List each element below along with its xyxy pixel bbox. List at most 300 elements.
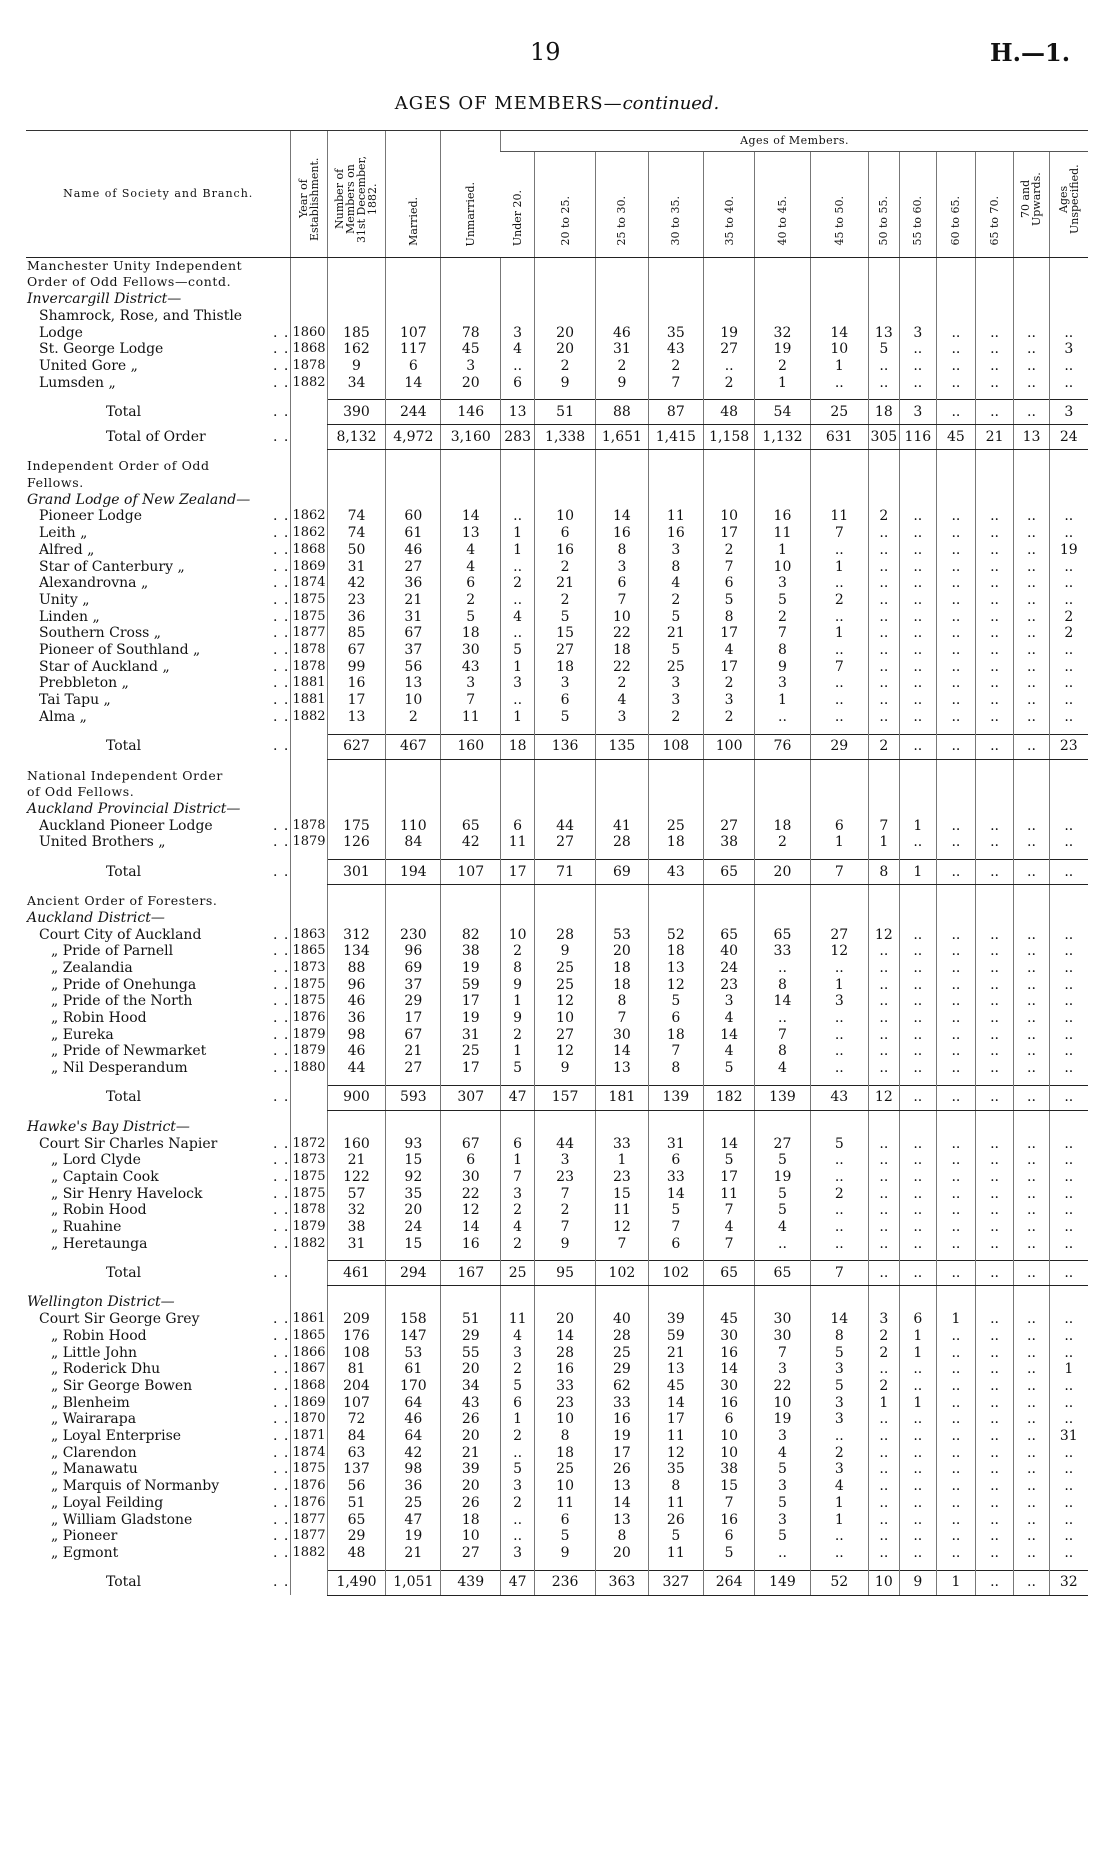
value-cell: .. <box>975 818 1014 835</box>
year-cell: 1880 <box>292 1060 326 1076</box>
society-heading <box>26 257 1088 274</box>
heading-label: Invercargill District— <box>27 291 182 308</box>
value-cell: 6 <box>535 692 596 709</box>
value-cell: .. <box>501 625 535 642</box>
value-cell: 14 <box>755 993 810 1010</box>
leader-dots: . . <box>273 926 290 943</box>
empty-cell <box>975 768 1014 785</box>
society-heading <box>26 784 1088 801</box>
value-cell: 7 <box>648 1219 703 1236</box>
empty-cell <box>703 458 755 475</box>
spacer-cell <box>501 1286 535 1295</box>
value-cell: 64 <box>386 1395 441 1412</box>
value-cell: 67 <box>441 1136 501 1153</box>
value-cell: .. <box>1014 734 1049 759</box>
value-cell: 5 <box>535 709 596 726</box>
empty-cell <box>810 801 869 818</box>
spacer-cell <box>441 391 501 400</box>
empty-cell <box>1049 257 1088 274</box>
value-cell: 1,651 <box>596 425 649 450</box>
empty-cell <box>937 1119 976 1136</box>
value-cell: 20 <box>441 375 501 392</box>
empty-cell <box>291 784 327 801</box>
value-cell: 19 <box>703 325 755 342</box>
value-cell: 48 <box>327 1545 386 1562</box>
value-cell: 1 <box>810 1512 869 1529</box>
spacer-cell <box>501 1562 535 1571</box>
society-heading <box>26 893 1088 910</box>
spacer-cell <box>386 1562 441 1571</box>
value-cell: .. <box>975 1060 1014 1077</box>
value-cell: 6 <box>703 1411 755 1428</box>
empty-cell <box>648 274 703 291</box>
value-cell: 5 <box>648 1202 703 1219</box>
spacer-cell <box>327 1562 386 1571</box>
value-cell: 20 <box>535 341 596 358</box>
value-cell: 1,051 <box>386 1570 441 1595</box>
value-cell: .. <box>975 1328 1014 1345</box>
value-cell: 93 <box>386 1136 441 1153</box>
empty-cell <box>501 274 535 291</box>
spacer-cell <box>869 1286 899 1295</box>
value-cell: 57 <box>327 1186 386 1203</box>
value-cell: 63 <box>327 1445 386 1462</box>
value-cell: .. <box>869 993 899 1010</box>
value-cell: 17 <box>596 1445 649 1462</box>
value-cell: 23 <box>1049 734 1088 759</box>
empty-cell <box>899 910 937 927</box>
value-cell: 19 <box>596 1428 649 1445</box>
ages-table <box>26 130 1088 1596</box>
value-cell: 2 <box>869 1378 899 1395</box>
year-cell: 1876 <box>292 1478 326 1494</box>
branch-name <box>26 1528 291 1545</box>
value-cell: 23 <box>327 592 386 609</box>
value-cell: 9 <box>535 943 596 960</box>
value-cell: 21 <box>386 1545 441 1562</box>
year-cell: 1881 <box>292 692 326 708</box>
empty-cell <box>975 910 1014 927</box>
value-cell: 6 <box>596 575 649 592</box>
empty-cell <box>291 910 327 927</box>
spacer-cell <box>937 1252 976 1261</box>
value-cell: 107 <box>327 1395 386 1412</box>
empty-cell <box>937 910 976 927</box>
spacer-cell <box>810 391 869 400</box>
empty-cell <box>975 801 1014 818</box>
total-label <box>26 425 291 450</box>
value-cell: 301 <box>327 860 386 885</box>
spacer-cell <box>810 1252 869 1261</box>
value-cell: 23 <box>535 1395 596 1412</box>
leader-dots: . . <box>273 675 290 692</box>
empty-cell <box>501 492 535 509</box>
empty-cell <box>501 784 535 801</box>
row-label: „ Sir George Bowen <box>51 1377 193 1394</box>
value-cell: 2 <box>755 834 810 851</box>
value-cell: 146 <box>441 400 501 425</box>
heading-text <box>26 801 291 818</box>
value-cell: .. <box>1014 1202 1049 1219</box>
value-cell: 32 <box>755 325 810 342</box>
value-cell: .. <box>937 1478 976 1495</box>
empty-cell <box>535 291 596 308</box>
value-cell: .. <box>899 575 937 592</box>
year-cell <box>291 860 327 885</box>
value-cell: 13 <box>648 960 703 977</box>
empty-cell <box>648 492 703 509</box>
empty-cell <box>327 801 386 818</box>
leader-dots: . . <box>273 959 290 976</box>
value-cell: 2 <box>1049 625 1088 642</box>
value-cell: 10 <box>501 927 535 944</box>
empty-cell <box>869 274 899 291</box>
value-cell: 21 <box>535 575 596 592</box>
empty-cell <box>291 291 327 308</box>
value-cell: 25 <box>535 960 596 977</box>
empty-cell <box>755 475 810 492</box>
value-cell: .. <box>975 542 1014 559</box>
branch-name <box>26 659 291 676</box>
value-cell: .. <box>810 1219 869 1236</box>
value-cell: 59 <box>441 977 501 994</box>
leader-dots: . . <box>273 1444 290 1461</box>
value-cell: .. <box>810 609 869 626</box>
value-cell: .. <box>975 341 1014 358</box>
empty-cell <box>327 1119 386 1136</box>
value-cell: 41 <box>596 818 649 835</box>
empty-cell <box>535 257 596 274</box>
spacer-cell <box>1014 759 1049 768</box>
value-cell: 76 <box>755 734 810 759</box>
value-cell: .. <box>810 692 869 709</box>
value-cell: 20 <box>535 325 596 342</box>
empty-cell <box>596 784 649 801</box>
spacer-cell <box>869 759 899 768</box>
value-cell: .. <box>1014 1495 1049 1512</box>
value-cell: 23 <box>535 1169 596 1186</box>
value-cell: 15 <box>386 1236 441 1253</box>
value-cell: 12 <box>810 943 869 960</box>
row-label: „ Nil Desperandum <box>51 1060 188 1077</box>
value-cell: 5 <box>755 1528 810 1545</box>
empty-cell <box>755 893 810 910</box>
value-cell: 37 <box>386 977 441 994</box>
empty-cell <box>648 801 703 818</box>
value-cell: 27 <box>386 559 441 576</box>
value-cell: 15 <box>535 625 596 642</box>
value-cell: 44 <box>535 1136 596 1153</box>
spacer-cell <box>648 851 703 860</box>
empty-cell <box>975 257 1014 274</box>
branch-row <box>26 575 1088 592</box>
value-cell: .. <box>1014 1411 1049 1428</box>
value-cell: 4 <box>703 1010 755 1027</box>
value-cell: .. <box>1014 927 1049 944</box>
empty-cell <box>327 257 386 274</box>
spacer-cell <box>1014 1252 1049 1261</box>
value-cell: 45 <box>937 425 976 450</box>
row-label: „ Pride of the North <box>51 993 193 1010</box>
empty-cell <box>1014 458 1049 475</box>
leader-dots: . . <box>273 1135 290 1152</box>
value-cell: 17 <box>703 525 755 542</box>
value-cell: .. <box>1049 977 1088 994</box>
value-cell: .. <box>975 1445 1014 1462</box>
spacer-cell <box>1049 391 1088 400</box>
value-cell: 27 <box>703 341 755 358</box>
year-cell: 1869 <box>292 1394 326 1410</box>
leader-dots: . . <box>273 642 290 659</box>
value-cell: 2 <box>501 1361 535 1378</box>
empty-cell <box>535 458 596 475</box>
spacer-cell <box>535 1562 596 1571</box>
branch-row <box>26 692 1088 709</box>
value-cell: 25 <box>386 1495 441 1512</box>
spacer-cell <box>703 885 755 894</box>
value-cell: 16 <box>327 675 386 692</box>
value-cell: 34 <box>327 375 386 392</box>
branch-name <box>26 341 291 358</box>
value-cell: .. <box>937 1345 976 1362</box>
header-age-col: 65 to 70. <box>975 152 1014 258</box>
spacer-cell <box>869 1252 899 1261</box>
branch-row <box>26 1545 1088 1562</box>
value-cell: 3 <box>703 993 755 1010</box>
value-cell: 3 <box>703 692 755 709</box>
empty-cell <box>755 291 810 308</box>
value-cell: .. <box>1049 1311 1088 1328</box>
empty-cell <box>975 475 1014 492</box>
leader-dots: . . <box>273 608 290 625</box>
value-cell: 8 <box>648 559 703 576</box>
value-cell: 230 <box>386 927 441 944</box>
empty-cell <box>1049 1119 1088 1136</box>
value-cell: .. <box>1014 1186 1049 1203</box>
value-cell: 67 <box>386 1027 441 1044</box>
value-cell: .. <box>937 927 976 944</box>
empty-cell <box>810 1294 869 1311</box>
value-cell: .. <box>975 1010 1014 1027</box>
value-cell: 46 <box>327 1043 386 1060</box>
year-cell: 1868 <box>292 1377 326 1393</box>
value-cell: .. <box>501 1528 535 1545</box>
value-cell: 467 <box>386 734 441 759</box>
spacer-cell <box>1049 1562 1088 1571</box>
year-cell: 1875 <box>292 993 326 1009</box>
spacer-cell <box>1049 726 1088 735</box>
value-cell: .. <box>975 1428 1014 1445</box>
value-cell: 30 <box>441 642 501 659</box>
empty-cell <box>1014 492 1049 509</box>
header-age-col: 50 to 55. <box>869 152 899 258</box>
row-label: Lumsden „ <box>39 374 116 391</box>
value-cell: 18 <box>596 977 649 994</box>
spacer-row <box>26 1562 1088 1571</box>
row-label: Unity „ <box>39 591 90 608</box>
value-cell: .. <box>869 709 899 726</box>
empty-cell <box>1014 475 1049 492</box>
value-cell: 185 <box>327 325 386 342</box>
value-cell: .. <box>899 1512 937 1529</box>
value-cell: .. <box>1014 1236 1049 1253</box>
value-cell: 20 <box>441 1478 501 1495</box>
empty-cell <box>975 291 1014 308</box>
branch-name <box>26 358 291 375</box>
value-cell: 294 <box>386 1261 441 1286</box>
value-cell: .. <box>899 1027 937 1044</box>
spacer-cell <box>26 1286 291 1295</box>
spacer-cell <box>535 1110 596 1119</box>
empty-cell <box>386 308 441 325</box>
empty-cell <box>327 492 386 509</box>
total-label <box>26 1261 291 1286</box>
empty-cell <box>899 274 937 291</box>
spacer-cell <box>596 1562 649 1571</box>
value-cell: 31 <box>441 1027 501 1044</box>
value-cell: .. <box>869 1261 899 1286</box>
value-cell: 7 <box>703 1236 755 1253</box>
leader-dots: . . <box>273 1574 290 1591</box>
value-cell: 23 <box>703 977 755 994</box>
leader-dots: . . <box>273 1511 290 1528</box>
leader-dots: . . <box>273 1026 290 1043</box>
value-cell: .. <box>810 642 869 659</box>
value-cell: 3 <box>596 709 649 726</box>
value-cell: .. <box>975 1378 1014 1395</box>
empty-cell <box>937 801 976 818</box>
value-cell: 7 <box>596 592 649 609</box>
spacer-row <box>26 450 1088 459</box>
value-cell: .. <box>869 375 899 392</box>
spacer-cell <box>327 1286 386 1295</box>
branch-row <box>26 1136 1088 1153</box>
value-cell: .. <box>810 1152 869 1169</box>
spacer-cell <box>441 1562 501 1571</box>
value-cell: .. <box>1014 508 1049 525</box>
value-cell: 2 <box>648 592 703 609</box>
year-cell: 1875 <box>292 1461 326 1477</box>
row-label: „ Loyal Feilding <box>51 1494 164 1511</box>
row-label: Alexandrovna „ <box>39 575 149 592</box>
value-cell: 44 <box>535 818 596 835</box>
value-cell: 2 <box>596 675 649 692</box>
empty-cell <box>291 308 327 325</box>
value-cell: 14 <box>535 1328 596 1345</box>
spacer-cell <box>291 885 327 894</box>
value-cell: .. <box>810 1010 869 1027</box>
value-cell: 5 <box>755 592 810 609</box>
leader-dots: . . <box>273 943 290 960</box>
value-cell: .. <box>899 993 937 1010</box>
branch-name <box>26 325 291 342</box>
value-cell: 122 <box>327 1169 386 1186</box>
spacer-cell <box>810 851 869 860</box>
year-cell: 1878 <box>292 658 326 674</box>
branch-row <box>26 1445 1088 1462</box>
heading-text <box>26 910 291 927</box>
value-cell: 2 <box>501 1202 535 1219</box>
value-cell: 5 <box>810 1136 869 1153</box>
heading-label: Grand Lodge of New Zealand— <box>27 491 251 508</box>
value-cell: .. <box>869 1219 899 1236</box>
spacer-cell <box>869 726 899 735</box>
value-cell: 81 <box>327 1361 386 1378</box>
total-row <box>26 425 1088 450</box>
spacer-cell <box>648 391 703 400</box>
value-cell: .. <box>810 1545 869 1562</box>
year-cell: 1862 <box>292 508 326 524</box>
empty-cell <box>327 291 386 308</box>
value-cell: .. <box>937 1219 976 1236</box>
spacer-cell <box>703 1562 755 1571</box>
year-cell: 1879 <box>292 834 326 850</box>
value-cell: 5 <box>755 1186 810 1203</box>
branch-name <box>26 1478 291 1495</box>
value-cell: 53 <box>596 927 649 944</box>
value-cell: 2 <box>501 943 535 960</box>
value-cell: 11 <box>648 508 703 525</box>
spacer-cell <box>937 1077 976 1086</box>
value-cell: 1 <box>869 1395 899 1412</box>
total-row <box>26 400 1088 425</box>
row-label: „ Sir Henry Havelock <box>51 1185 203 1202</box>
header-age-col: Under 20. <box>501 152 535 258</box>
value-cell: .. <box>810 542 869 559</box>
spacer-cell <box>899 450 937 459</box>
spacer-cell <box>703 1110 755 1119</box>
value-cell: 16 <box>755 508 810 525</box>
value-cell: 6 <box>703 1528 755 1545</box>
leader-dots: . . <box>273 625 290 642</box>
row-label: „ Heretaunga <box>51 1235 148 1252</box>
branch-row <box>26 1328 1088 1345</box>
value-cell: 11 <box>501 1311 535 1328</box>
heading-text <box>26 308 291 325</box>
value-cell: 24 <box>703 960 755 977</box>
value-cell: 3 <box>501 1345 535 1362</box>
empty-cell <box>1014 893 1049 910</box>
empty-cell <box>1014 801 1049 818</box>
header-age-col: 25 to 30. <box>596 152 649 258</box>
spacer-row <box>26 1077 1088 1086</box>
empty-cell <box>535 910 596 927</box>
value-cell: .. <box>937 542 976 559</box>
value-cell: 17 <box>386 1010 441 1027</box>
value-cell: .. <box>937 1328 976 1345</box>
value-cell: 17 <box>501 860 535 885</box>
branch-name <box>26 1361 291 1378</box>
value-cell: 1 <box>810 834 869 851</box>
value-cell: 2 <box>501 1027 535 1044</box>
value-cell: 12 <box>648 977 703 994</box>
value-cell: 43 <box>810 1085 869 1110</box>
empty-cell <box>755 768 810 785</box>
spacer-cell <box>937 1562 976 1571</box>
branch-row <box>26 325 1088 342</box>
value-cell: 21 <box>648 1345 703 1362</box>
empty-cell <box>703 291 755 308</box>
value-cell: 5 <box>535 1528 596 1545</box>
value-cell: 4 <box>501 1219 535 1236</box>
value-cell: 88 <box>327 960 386 977</box>
leader-dots: . . <box>273 575 290 592</box>
value-cell: .. <box>1049 675 1088 692</box>
value-cell: 1 <box>755 375 810 392</box>
value-cell: 158 <box>386 1311 441 1328</box>
value-cell: 439 <box>441 1570 501 1595</box>
spacer-cell <box>755 1252 810 1261</box>
